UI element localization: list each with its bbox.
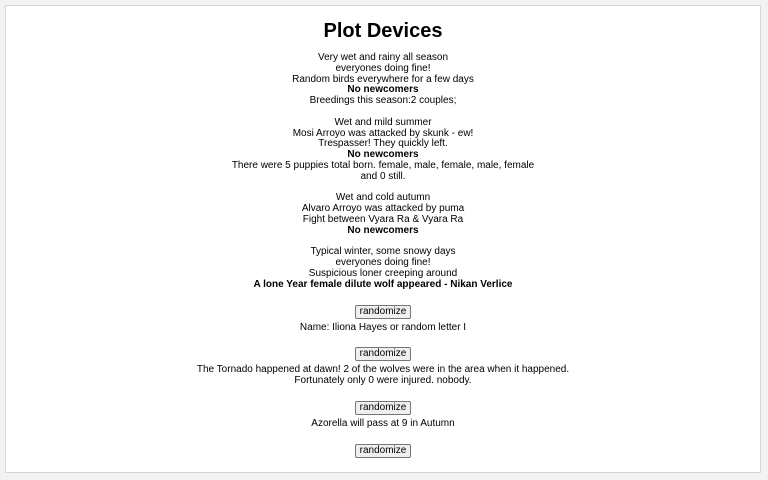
season-newcomers: No newcomers — [347, 84, 419, 96]
season-event: everyones doing fine! — [335, 257, 431, 269]
disaster-injuries: Fortunately only 0 were injured. nobody. — [294, 375, 472, 387]
season-block-autumn — [6, 193, 760, 236]
randomize-death-button[interactable]: randomize — [355, 444, 412, 458]
season-block-summer — [6, 118, 760, 183]
season-weather: Very wet and rainy all season — [317, 52, 449, 63]
randomize-name-button[interactable]: randomize — [355, 347, 412, 361]
season-report — [6, 53, 760, 291]
name-generator-text: Name: Iliona Hayes or random letter I — [299, 321, 467, 333]
season-block-spring — [6, 53, 760, 107]
name-randomize-row — [6, 343, 760, 360]
season-weather: Wet and cold autumn — [335, 192, 431, 204]
season-newcomers: No newcomers — [347, 149, 419, 161]
season-newcomers: A lone Year female dilute wolf appeared - Nikan Verlice — [253, 278, 513, 290]
season-block-winter — [6, 247, 760, 290]
season-newcomers: No newcomers — [347, 224, 419, 236]
season-event: everyones doing fine! — [335, 62, 431, 74]
season-weather: Wet and mild summer — [334, 116, 432, 128]
season-randomize-row — [6, 301, 760, 315]
disaster-line: The Tornado happened at dawn! 2 of the wolves were in the area when it happened. — [196, 364, 570, 376]
disaster-randomize-row — [6, 397, 760, 411]
disaster-report — [6, 365, 760, 387]
season-event: Random birds everywhere for a few days — [292, 73, 474, 85]
randomize-disaster-button[interactable]: randomize — [355, 401, 412, 415]
death-randomize-row — [6, 440, 760, 454]
season-event: Trespasser! They quickly left. — [318, 138, 448, 150]
season-puppies: There were 5 puppies total born. female, male, female, male, female — [231, 159, 535, 171]
season-puppies-still: and 0 still. — [360, 170, 406, 182]
season-event: Mosi Arroyo was attacked by skunk - ew! — [292, 127, 474, 139]
page-title: Plot Devices — [323, 20, 443, 42]
plot-devices-panel — [5, 5, 761, 473]
death-forecast-text: Azorella will pass at 9 in Autumn — [311, 417, 455, 429]
season-event: Alvaro Arroyo was attacked by puma — [301, 203, 465, 215]
season-weather: Typical winter, some snowy days — [310, 246, 456, 258]
season-breedings: Breedings this season:2 couples; — [309, 95, 457, 107]
season-event: Fight between Vyara Ra & Vyara Ra — [302, 213, 464, 225]
randomize-seasons-button[interactable]: randomize — [355, 305, 412, 319]
season-event: Suspicious loner creeping around — [308, 267, 458, 279]
